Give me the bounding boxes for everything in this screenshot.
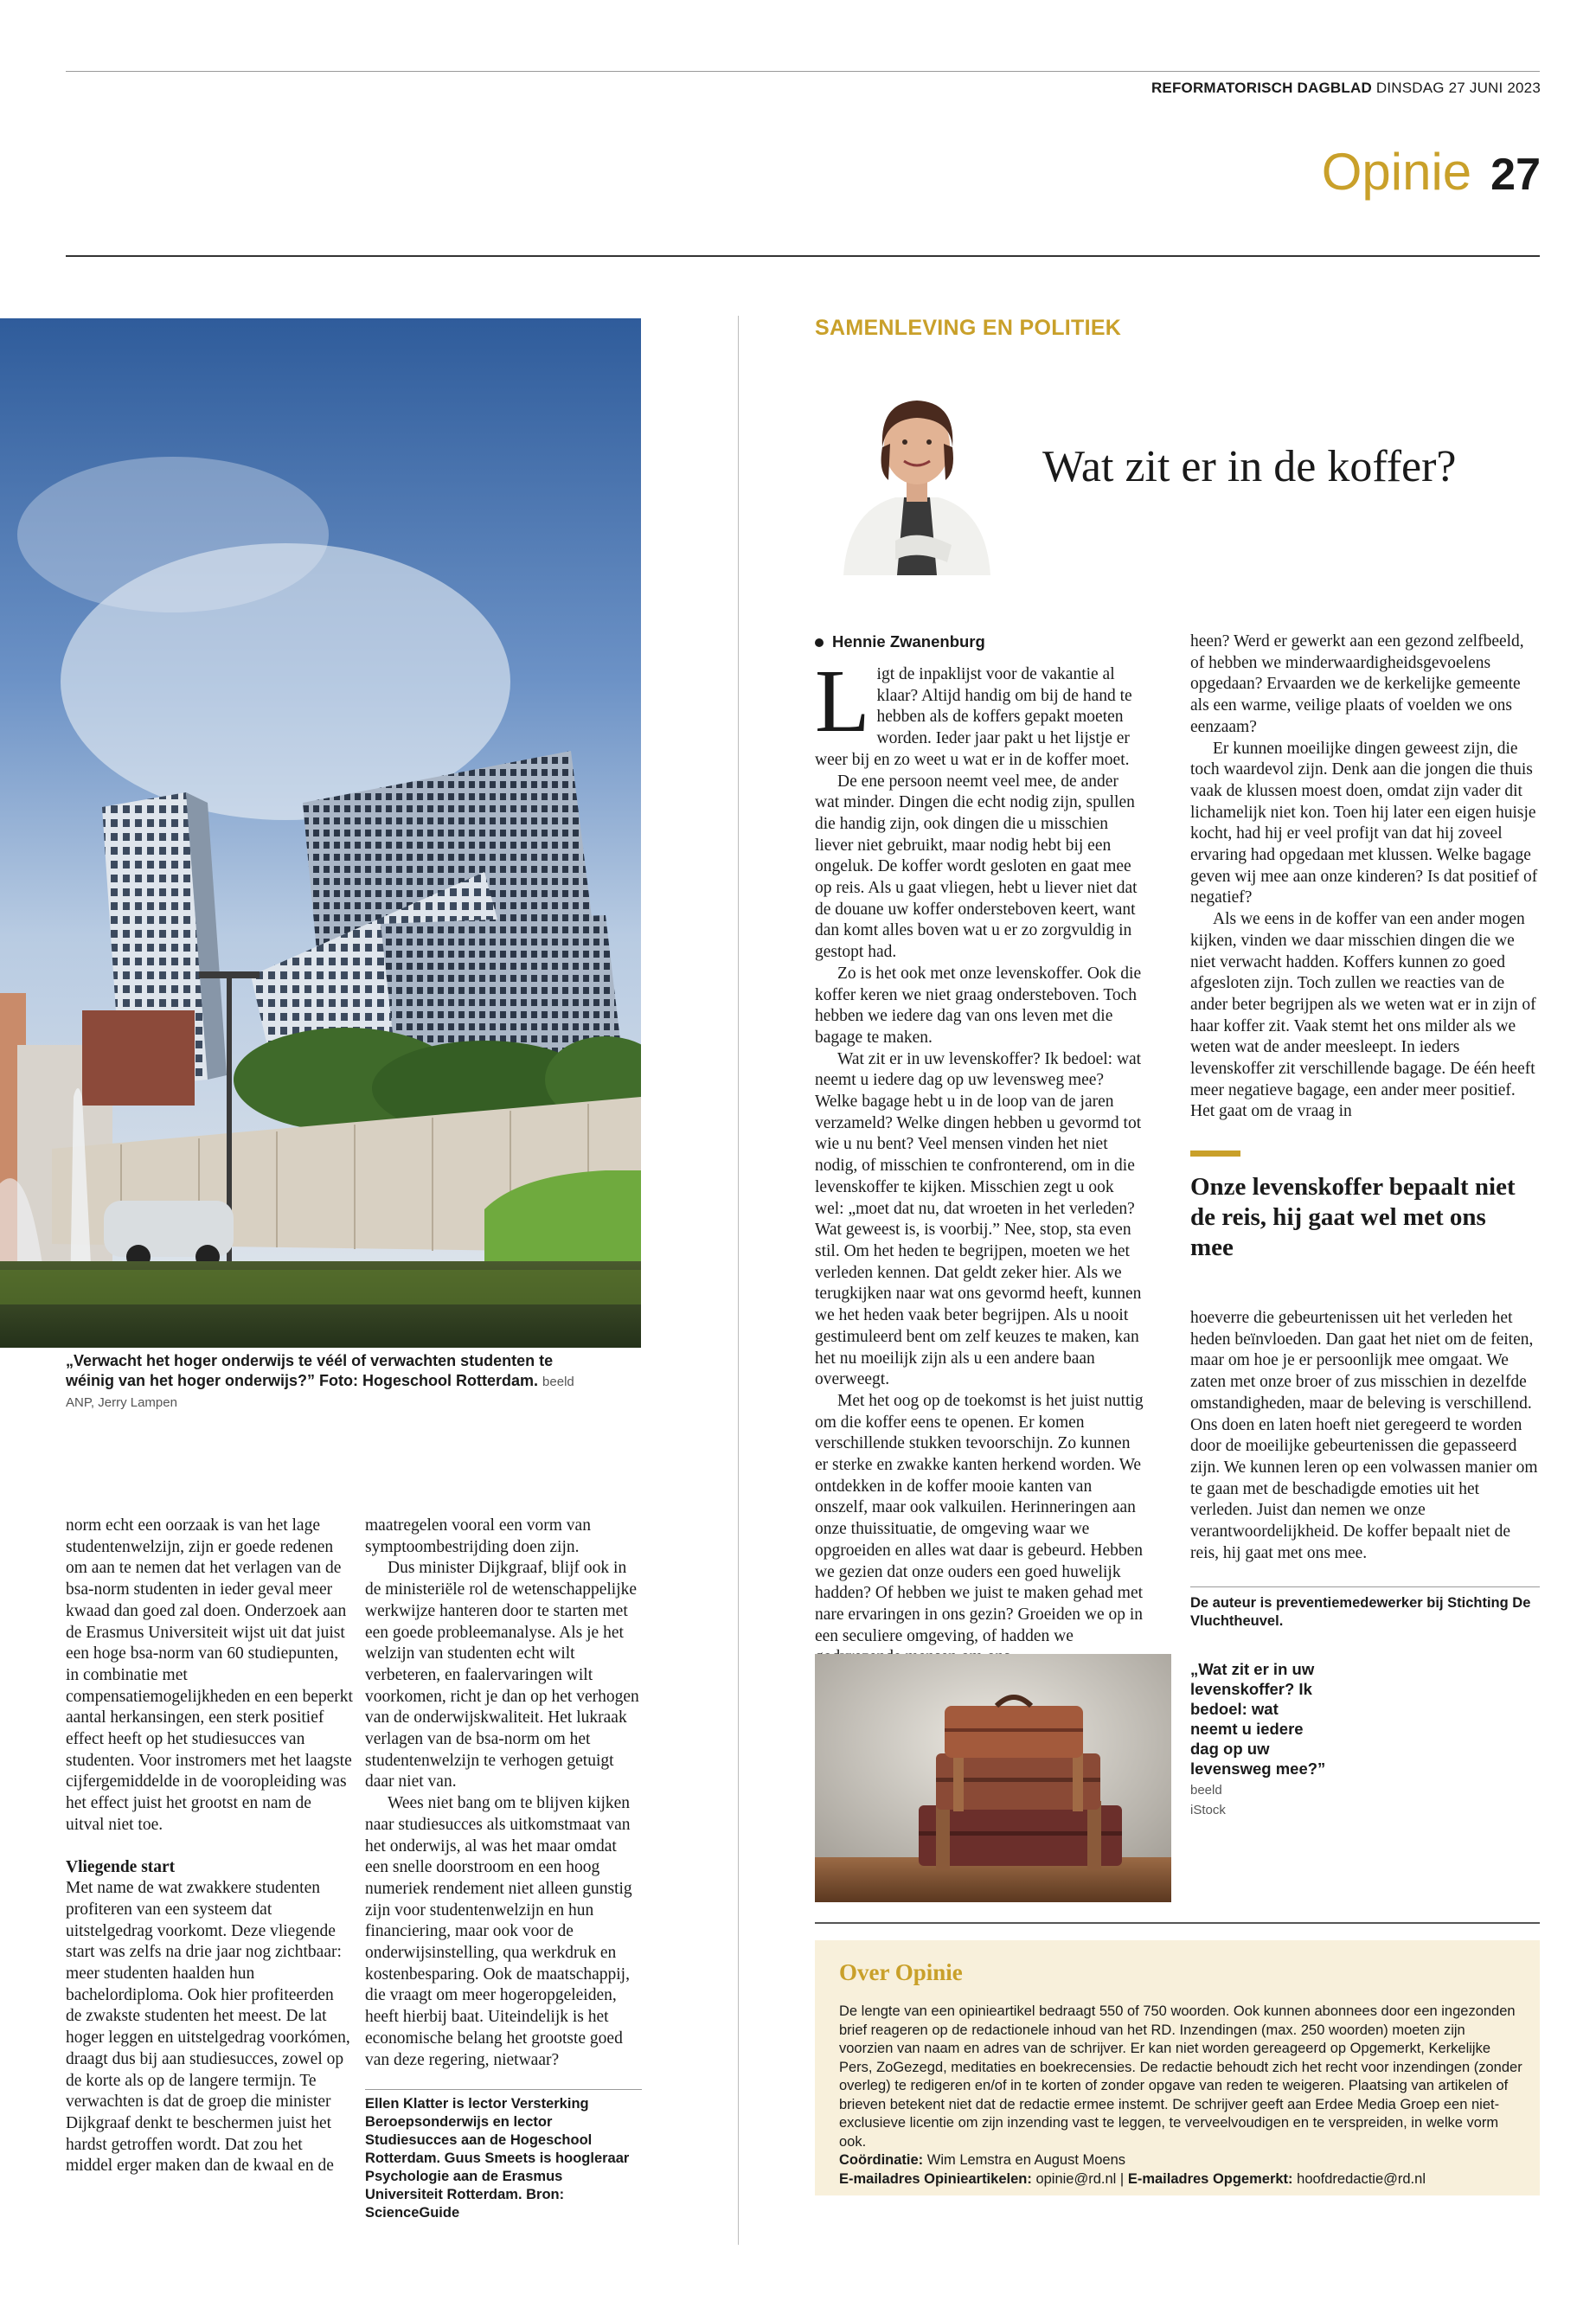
email-line	[839, 2170, 1522, 2189]
photo-caption	[66, 1351, 602, 1413]
paragraph: Er kunnen moeilijke dingen geweest zijn, die toch waardevol zijn. Denk aan die jongen die thuis vaak de klussen moest doen, omdat zijn vader dit lichamelijk niet kon. Toen hij later een eigen huisje kocht, had hij er veel profijt van dat hij zoveel ervaring had opgedaan met klussen. Welke bagage geven wij mee aan onze kinderen? Is dat positief of negatief?	[1190, 739, 1538, 907]
email-separator: |	[1119, 2170, 1125, 2187]
photo-credit-label: beeld	[542, 1375, 574, 1389]
authors-rule	[365, 2089, 642, 2090]
coordination-names: Wim Lemstra en August Moens	[926, 2152, 1126, 2168]
article-headline: Wat zit er in de koffer?	[1042, 442, 1457, 491]
right-article-column-2-continued	[1190, 1308, 1540, 1564]
right-article-column-2	[1190, 631, 1540, 1123]
photo-caption-text: „Verwacht het hoger onderwijs te véél of verwachten studenten te wéinig van het hoger onderwijs?” Foto: Hogeschool Rotterdam.	[66, 1352, 554, 1389]
over-opinie-text: De lengte van een opinieartikel bedraagt 550 of 750 woorden. Ook kunnen abonnees door een ingezonden brief reageren op de redactionele inhoud van het RD. Inzendingen (max. 250 woorden) moeten zijn voorzien van naam en adres van de schrijver. Er kan niet worden gereageerd op Opgemerkt, Kerkelijke Pers, ZoGezegd, meditaties en boekrecensies. De redactie behoudt zich het recht voor inzendingen (zonder overleg) te redigeren en/of in te korten of zonder opgave van reden te weigeren. Plaatsing van artikelen of brieven betekent niet dat de redactie ermee instemt. De schrijver geeft aan Erdee Media Groep een niet-exclusieve licentie om zijn inzending vast te leggen, te verveelvoudigen en te verspreiden, in welke vorm ook.	[839, 2003, 1522, 2150]
paper-name: REFORMATORISCH DAGBLAD	[1151, 80, 1372, 96]
paragraph: Als we eens in de koffer van een ander mogen kijken, vinden we daar misschien dingen die we niet verwacht hadden. Koffers kunnen zo goed afgesloten zijn. Toch zullen we reacties van de ander beter begrijpen als we weten wat er in zijn of haar koffer zit. Vaak stemt het ons milder als we weten wat de ander meesleept. In ieders levenskoffer zit verschillende bagage. De één heeft meer negatieve bagage, een ander meer positief. Het gaat om de vraag in	[1190, 910, 1536, 1121]
coordination-line	[839, 2151, 1522, 2170]
paragraph: Zo is het ook met onze levenskoffer. Ook die koffer keren we niet graag ondersteboven. Toch hebben we iedere dag van ons leven met die bagage te maken.	[815, 964, 1142, 1047]
suitcase-photo	[815, 1654, 1171, 1902]
authors-note: Ellen Klatter is lector Versterking Beroepsonderwijs en lector Studiesucces aan de Hogeschool Rotterdam. Guus Smeets is hoogleraar Psychologie aan de Erasmus Universiteit Rotterdam. Bron: ScienceGuide	[365, 2096, 630, 2221]
paragraph: norm echt een oorzaak is van het lage studentenwelzijn, zijn er goede redenen om aan te nemen dat het verlagen van de bsa-norm studenten in ieder geval meer kwaad dan goed zal doen. Onderzoek aan de Erasmus Universiteit wijst uit dat juist een hoge bsa-norm van 60 studiepunten, in combinatie met compensatiemogelijkheden en een beperkt aantal herkansingen, een sterk positief effect heeft op het studiesucces van studenten. Voor instromers met het laagste cijfergemiddelde in de vooropleiding was het effect juist het grootst en nam de uitval niet toe.	[66, 1516, 353, 1834]
header-rule	[66, 255, 1540, 257]
top-rule	[66, 71, 1540, 72]
article-kicker: SAMENLEVING EN POLITIEK	[815, 316, 1122, 340]
box-top-rule	[815, 1922, 1540, 1924]
author-portrait	[835, 368, 999, 575]
paragraph: Wees niet bang om te blijven kijken naar studiesucces als uitkomstmaat van het onderwijs, al was het maar omdat een snelle doorstroom en een hoog numeriek rendement niet alleen gunstig zijn voor studentenwelzijn en hun financiering, maar ook voor de onderwijsinstelling, qua werkdruk en kostenbesparing. Ook de maatschappij, die vraagt om meer hogeropgeleiden, heeft hierbij baat. Uiteindelijk is het economische belang het grootste goed van deze regering, nietwaar?	[365, 1794, 632, 2069]
subheading: Vliegende start	[66, 1857, 176, 1876]
suitcase-credit-label: beeld	[1190, 1783, 1222, 1798]
dropcap: L	[815, 651, 870, 751]
pullquote: Onze levenskoffer bepaalt niet de reis, hij gaat wel met ons mee	[1190, 1173, 1516, 1261]
paragraph: Met het oog op de toekomst is het juist nuttig om die koffer eens te openen. Er komen verschillende stukken tevoorschijn. Zo kunnen er sterke en zwakke kanten herkend worden. We ontdekken in de koffer mooie kanten van onszelf, maar ook valkuilen. Herinneringen aan onze thuissituatie, de omgeving waar we opgroeiden en alles wat daar is gebeurd. Hebben we gezien dat onze ouders een goed huwelijk hadden? Of hebben we juist te maken gehad met nare ervaringen in ons gezin? Groeiden we op in een seculiere omgeving, of hadden we	[815, 1391, 1144, 1645]
email-opinion-link[interactable]: opinie@rd.nl	[1035, 2170, 1117, 2187]
suitcase-caption	[1190, 1659, 1329, 1820]
suitcase-caption-text: „Wat zit er in uw levenskoffer? Ik bedoel: wat neemt u iedere dag op uw levensweg mee?”	[1190, 1660, 1326, 1778]
right-article-column-1	[815, 651, 1144, 1669]
paragraph	[815, 651, 1144, 772]
suitcase-credit: iStock	[1190, 1803, 1226, 1817]
column-divider	[738, 316, 739, 2245]
paragraph: hoeverre die gebeurtenissen uit het verleden het heden beïnvloeden. Dan gaat het niet om de feiten, maar om hoe je er persoonlijk mee omgaat. We zaten met onze broer of zus misschien in dezelfde omstandigheden, maar de beleving is verschillend. Ons doen en laten hoeft niet geregeerd te worden door de moeilijke gebeurtenissen die gepasseerd zijn. We kunnen leren op een volwassen manier om te gaan met de beschadigde emoties uit het verleden. Juist dan nemen we onze verantwoordelijkheid. De koffer bepaalt niet de reis, hij gaat met ons mee.	[1190, 1309, 1538, 1562]
email-opgemerkt-link[interactable]: hoofdredactie@rd.nl	[1297, 2170, 1426, 2187]
author-note: De auteur is preventiemedewerker bij Stichting De Vluchtheuvel.	[1190, 1595, 1531, 1629]
paragraph: maatregelen vooral een vorm van symptoombestrijding doen zijn.	[365, 1516, 591, 1556]
paragraph: Dus minister Dijkgraaf, blijf ook in de ministeriële rol de wetenschappelijke werkwijze hanteren door te starten met een goede probleemanalyse. Als je het welzijn van studenten echt wilt verbeteren, en faalervaringen wilt voorkomen, richt je dan op het verhogen van de onderwijskwaliteit. Het lukraak verlagen van de bsa-norm om het studentenwelzijn te verhogen getuigt daar niet van.	[365, 1559, 639, 1791]
campus-photo	[0, 318, 641, 1348]
paragraph: Wat zit er in uw levenskoffer? Ik bedoel: wat neemt u iedere dag op uw levensweg mee? Welke bagage hebt u in de loop van de jaren verzameld? Welke dingen hebben u gevormd tot wie u nu bent? Veel mensen vinden het niet nodig, of misschien te confronterend, om in die levenskoffer te kijken. Misschien zegt u ook wel: „moet dat nu, dat wroeten in het verleden? Wat geweest is, is voorbij.” Nee, stop, sta even stil. Om het heden te begrijpen, moeten we het verleden kennen. Dat geldt zeker hier. Als we terugkijken naar wat ons gevormd heeft, kunnen we het heden vaak beter begrijpen. Als u nooit gestimuleerd bent om zelf keuzes te maken, kan het nu moeilijk zijn als u een andere baan overweegt.	[815, 1049, 1142, 1389]
byline-author: Hennie Zwanenburg	[832, 632, 985, 651]
paragraph-first: igt de inpaklijst voor de vakantie al klaar? Altijd handig om bij de hand te hebben als de koffers gepakt moeten worden. Ieder jaar pakt u het lijstje er weer bij en zo weet u wat er in de koffer moet.	[815, 665, 1132, 769]
over-opinie-body	[839, 2003, 1522, 2189]
issue-date: DINSDAG 27 JUNI 2023	[1375, 80, 1541, 96]
pullquote-accent-bar	[1190, 1150, 1240, 1157]
page-number: 27	[1490, 150, 1541, 200]
photo-credit: ANP, Jerry Lampen	[66, 1395, 177, 1410]
email-opinion-label: E-mailadres Opinieartikelen:	[839, 2170, 1032, 2187]
left-article-column-1	[66, 1516, 353, 2177]
over-opinie-title: Over Opinie	[839, 1959, 963, 1985]
paragraph: Met name de wat zwakkere studenten profiteren van een systeem dat uitstelgedrag voorkomt. Deze vliegende start was zelfs na drie jaar nog zichtbaar: meer studenten haalden hun bachelordiploma. Ook hier profiteerden de zwakste studenten het meest. De lat hoger leggen en uitstelgedrag voorkómen, draagt dus bij aan studiesucces, zowel op de korte als op de langere termijn. Te verwachten is dat de groep die minister Dijkgraaf denkt te beschermen juist het hardst getroffen wordt. Dat zou het middel erger maken dan de kwaal en de	[66, 1879, 350, 2176]
over-opinie-box	[815, 1940, 1540, 2195]
byline-dot-icon	[815, 638, 824, 647]
section-name: Opinie	[1321, 143, 1472, 201]
left-article-column-2	[365, 1516, 644, 2071]
paragraph: heen? Werd er gewerkt aan een gezond zelfbeeld, of hebben we minderwaardigheidsgevoelens opgedaan? Ervaarden we de kerkelijke gemeente als een warme, veilige plaats of voelden we ons eenzaam?	[1190, 632, 1524, 736]
author-portrait-illustration	[835, 368, 999, 575]
masthead-line	[1151, 80, 1541, 97]
email-opgemerkt-label: E-mailadres Opgemerkt:	[1127, 2170, 1293, 2187]
author-note-rule	[1190, 1586, 1540, 1587]
byline	[815, 632, 985, 651]
paragraph: De ene persoon neemt veel mee, de ander wat minder. Dingen die echt nodig zijn, spullen die handig zijn, ook dingen die u misschien liever niet gebruikt, maar nodig hebt bij een ongeluk. De koffer wordt gesloten en gaat mee op reis. Als u gaat vliegen, hebt u liever niet dat de douane uw koffer ondersteboven keert, want dan komt alles boven wat u er zo zorgvuldig in gestopt had.	[815, 772, 1138, 962]
campus-photo-illustration	[0, 318, 641, 1348]
suitcase-photo-illustration	[815, 1654, 1171, 1902]
coordination-label: Coördinatie:	[839, 2152, 924, 2168]
section-header	[1322, 142, 1541, 202]
